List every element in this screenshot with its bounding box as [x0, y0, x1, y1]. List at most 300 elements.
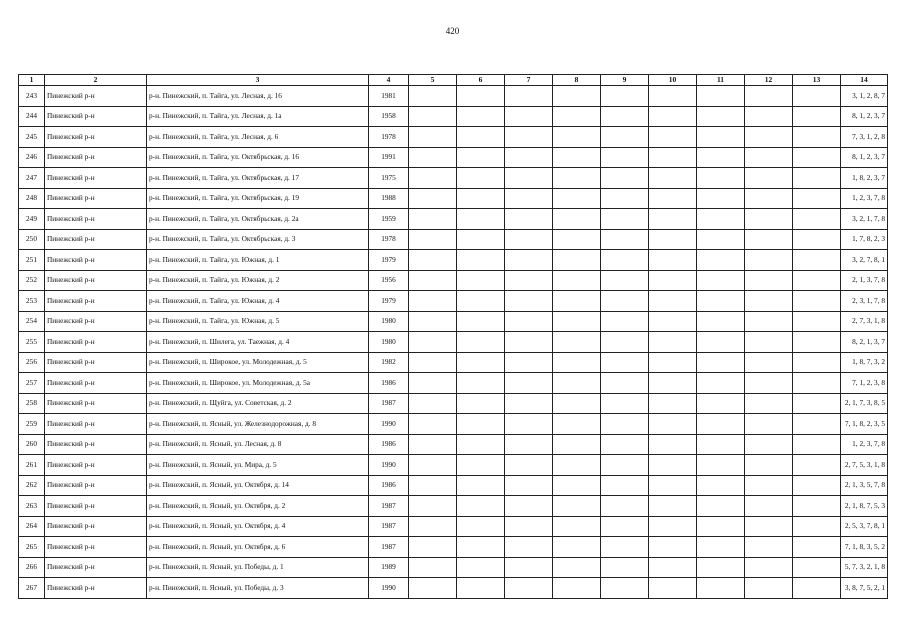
empty-cell-col-8	[553, 168, 601, 189]
district-cell: Пинежский р-н	[45, 557, 147, 578]
code-cell: 2, 1, 7, 3, 8, 5	[841, 393, 888, 414]
row-number-cell: 263	[19, 496, 45, 517]
empty-cell-col-6	[457, 229, 505, 250]
empty-cell-col-11	[697, 516, 745, 537]
empty-cell-col-9	[601, 127, 649, 148]
empty-cell-col-5	[409, 168, 457, 189]
empty-cell-col-7	[505, 352, 553, 373]
empty-cell-col-9	[601, 434, 649, 455]
empty-cell-col-6	[457, 209, 505, 230]
empty-cell-col-12	[745, 332, 793, 353]
empty-cell-col-7	[505, 188, 553, 209]
district-cell: Пинежский р-н	[45, 537, 147, 558]
empty-cell-col-8	[553, 516, 601, 537]
row-number-cell: 264	[19, 516, 45, 537]
empty-cell-col-5	[409, 147, 457, 168]
empty-cell-col-5	[409, 270, 457, 291]
empty-cell-col-5	[409, 373, 457, 394]
year-cell: 1987	[369, 393, 409, 414]
empty-cell-col-10	[649, 188, 697, 209]
district-cell: Пинежский р-н	[45, 414, 147, 435]
table-row	[19, 168, 888, 189]
empty-cell-col-13	[793, 291, 841, 312]
row-number-cell: 250	[19, 229, 45, 250]
empty-cell-col-12	[745, 373, 793, 394]
empty-cell-col-5	[409, 537, 457, 558]
table-row	[19, 373, 888, 394]
year-cell: 1979	[369, 250, 409, 271]
empty-cell-col-7	[505, 578, 553, 599]
empty-cell-col-9	[601, 209, 649, 230]
empty-cell-col-12	[745, 393, 793, 414]
row-number-cell: 253	[19, 291, 45, 312]
empty-cell-col-6	[457, 188, 505, 209]
empty-cell-col-11	[697, 373, 745, 394]
empty-cell-col-9	[601, 578, 649, 599]
empty-cell-col-10	[649, 455, 697, 476]
empty-cell-col-8	[553, 270, 601, 291]
district-cell: Пинежский р-н	[45, 434, 147, 455]
address-cell: р-н. Пинежский, п. Тайга, ул. Лесная, д. 6	[147, 127, 369, 148]
empty-cell-col-11	[697, 291, 745, 312]
header-row	[19, 75, 888, 86]
empty-cell-col-13	[793, 147, 841, 168]
empty-cell-col-6	[457, 455, 505, 476]
empty-cell-col-13	[793, 557, 841, 578]
empty-cell-col-12	[745, 86, 793, 107]
column-header-10: 10	[649, 75, 697, 86]
empty-cell-col-9	[601, 147, 649, 168]
row-number-cell: 261	[19, 455, 45, 476]
address-cell: р-н. Пинежский, п. Тайга, ул. Октябрьская, д. 3	[147, 229, 369, 250]
empty-cell-col-11	[697, 106, 745, 127]
empty-cell-col-13	[793, 434, 841, 455]
table-row	[19, 270, 888, 291]
empty-cell-col-12	[745, 455, 793, 476]
district-cell: Пинежский р-н	[45, 352, 147, 373]
code-cell: 1, 2, 3, 7, 8	[841, 188, 888, 209]
empty-cell-col-6	[457, 537, 505, 558]
year-cell: 1980	[369, 311, 409, 332]
year-cell: 1958	[369, 106, 409, 127]
code-cell: 3, 2, 1, 7, 8	[841, 209, 888, 230]
year-cell: 1986	[369, 475, 409, 496]
row-number-cell: 246	[19, 147, 45, 168]
empty-cell-col-8	[553, 537, 601, 558]
empty-cell-col-7	[505, 127, 553, 148]
empty-cell-col-7	[505, 455, 553, 476]
empty-cell-col-11	[697, 496, 745, 517]
column-header-7: 7	[505, 75, 553, 86]
address-cell: р-н. Пинежский, п. Ясный, ул. Октября, д. 14	[147, 475, 369, 496]
empty-cell-col-9	[601, 311, 649, 332]
column-header-13: 13	[793, 75, 841, 86]
empty-cell-col-5	[409, 106, 457, 127]
row-number-cell: 247	[19, 168, 45, 189]
empty-cell-col-13	[793, 106, 841, 127]
address-cell: р-н. Пинежский, п. Щуйга, ул. Советская, д. 2	[147, 393, 369, 414]
empty-cell-col-10	[649, 496, 697, 517]
empty-cell-col-9	[601, 86, 649, 107]
district-cell: Пинежский р-н	[45, 496, 147, 517]
empty-cell-col-5	[409, 578, 457, 599]
empty-cell-col-9	[601, 332, 649, 353]
row-number-cell: 252	[19, 270, 45, 291]
empty-cell-col-12	[745, 188, 793, 209]
year-cell: 1990	[369, 578, 409, 599]
empty-cell-col-11	[697, 311, 745, 332]
empty-cell-col-9	[601, 250, 649, 271]
year-cell: 1990	[369, 455, 409, 476]
empty-cell-col-10	[649, 168, 697, 189]
empty-cell-col-8	[553, 86, 601, 107]
year-cell: 1959	[369, 209, 409, 230]
empty-cell-col-12	[745, 578, 793, 599]
empty-cell-col-12	[745, 414, 793, 435]
empty-cell-col-8	[553, 332, 601, 353]
empty-cell-col-11	[697, 250, 745, 271]
table-row	[19, 229, 888, 250]
district-cell: Пинежский р-н	[45, 393, 147, 414]
empty-cell-col-10	[649, 106, 697, 127]
empty-cell-col-6	[457, 106, 505, 127]
housing-table	[18, 74, 888, 599]
empty-cell-col-10	[649, 414, 697, 435]
empty-cell-col-7	[505, 393, 553, 414]
empty-cell-col-7	[505, 270, 553, 291]
table-row	[19, 127, 888, 148]
address-cell: р-н. Пинежский, п. Тайга, ул. Октябрьская, д. 19	[147, 188, 369, 209]
empty-cell-col-8	[553, 393, 601, 414]
district-cell: Пинежский р-н	[45, 147, 147, 168]
empty-cell-col-5	[409, 475, 457, 496]
empty-cell-col-10	[649, 86, 697, 107]
address-cell: р-н. Пинежский, п. Шилега, ул. Таежная, д. 4	[147, 332, 369, 353]
empty-cell-col-11	[697, 209, 745, 230]
district-cell: Пинежский р-н	[45, 127, 147, 148]
empty-cell-col-5	[409, 229, 457, 250]
year-cell: 1956	[369, 270, 409, 291]
empty-cell-col-10	[649, 229, 697, 250]
district-cell: Пинежский р-н	[45, 270, 147, 291]
empty-cell-col-6	[457, 168, 505, 189]
empty-cell-col-7	[505, 373, 553, 394]
row-number-cell: 267	[19, 578, 45, 599]
empty-cell-col-11	[697, 332, 745, 353]
empty-cell-col-12	[745, 250, 793, 271]
empty-cell-col-9	[601, 168, 649, 189]
address-cell: р-н. Пинежский, п. Тайга, ул. Южная, д. 4	[147, 291, 369, 312]
address-cell: р-н. Пинежский, п. Тайга, ул. Октябрьская, д. 2а	[147, 209, 369, 230]
address-cell: р-н. Пинежский, п. Тайга, ул. Южная, д. 1	[147, 250, 369, 271]
empty-cell-col-9	[601, 229, 649, 250]
empty-cell-col-13	[793, 537, 841, 558]
empty-cell-col-10	[649, 373, 697, 394]
empty-cell-col-9	[601, 291, 649, 312]
empty-cell-col-6	[457, 250, 505, 271]
empty-cell-col-12	[745, 229, 793, 250]
row-number-cell: 255	[19, 332, 45, 353]
empty-cell-col-13	[793, 373, 841, 394]
empty-cell-col-13	[793, 229, 841, 250]
empty-cell-col-11	[697, 188, 745, 209]
empty-cell-col-6	[457, 311, 505, 332]
column-header-11: 11	[697, 75, 745, 86]
table-row	[19, 86, 888, 107]
empty-cell-col-12	[745, 127, 793, 148]
table-row	[19, 352, 888, 373]
empty-cell-col-13	[793, 475, 841, 496]
empty-cell-col-6	[457, 270, 505, 291]
table-row	[19, 311, 888, 332]
row-number-cell: 249	[19, 209, 45, 230]
empty-cell-col-8	[553, 311, 601, 332]
empty-cell-col-11	[697, 168, 745, 189]
year-cell: 1986	[369, 373, 409, 394]
empty-cell-col-5	[409, 434, 457, 455]
empty-cell-col-5	[409, 209, 457, 230]
empty-cell-col-6	[457, 393, 505, 414]
empty-cell-col-7	[505, 496, 553, 517]
empty-cell-col-13	[793, 352, 841, 373]
empty-cell-col-7	[505, 475, 553, 496]
column-header-9: 9	[601, 75, 649, 86]
empty-cell-col-11	[697, 393, 745, 414]
row-number-cell: 259	[19, 414, 45, 435]
year-cell: 1981	[369, 86, 409, 107]
empty-cell-col-8	[553, 147, 601, 168]
code-cell: 7, 1, 8, 2, 3, 5	[841, 414, 888, 435]
table-row	[19, 291, 888, 312]
empty-cell-col-10	[649, 434, 697, 455]
district-cell: Пинежский р-н	[45, 516, 147, 537]
empty-cell-col-12	[745, 311, 793, 332]
empty-cell-col-10	[649, 311, 697, 332]
page-number: 420	[445, 26, 460, 36]
empty-cell-col-5	[409, 352, 457, 373]
district-cell: Пинежский р-н	[45, 311, 147, 332]
empty-cell-col-12	[745, 434, 793, 455]
empty-cell-col-8	[553, 229, 601, 250]
empty-cell-col-11	[697, 578, 745, 599]
empty-cell-col-12	[745, 557, 793, 578]
empty-cell-col-7	[505, 168, 553, 189]
row-number-cell: 243	[19, 86, 45, 107]
empty-cell-col-7	[505, 147, 553, 168]
empty-cell-col-7	[505, 311, 553, 332]
district-cell: Пинежский р-н	[45, 373, 147, 394]
empty-cell-col-13	[793, 496, 841, 517]
column-header-2: 2	[45, 75, 147, 86]
empty-cell-col-7	[505, 516, 553, 537]
empty-cell-col-10	[649, 209, 697, 230]
year-cell: 1988	[369, 188, 409, 209]
year-cell: 1978	[369, 229, 409, 250]
empty-cell-col-13	[793, 270, 841, 291]
district-cell: Пинежский р-н	[45, 332, 147, 353]
code-cell: 5, 7, 3, 2, 1, 8	[841, 557, 888, 578]
code-cell: 7, 1, 2, 3, 8	[841, 373, 888, 394]
empty-cell-col-10	[649, 250, 697, 271]
row-number-cell: 251	[19, 250, 45, 271]
row-number-cell: 244	[19, 106, 45, 127]
table-row	[19, 434, 888, 455]
empty-cell-col-8	[553, 414, 601, 435]
empty-cell-col-12	[745, 209, 793, 230]
empty-cell-col-5	[409, 86, 457, 107]
column-header-4: 4	[369, 75, 409, 86]
column-header-5: 5	[409, 75, 457, 86]
empty-cell-col-10	[649, 270, 697, 291]
empty-cell-col-13	[793, 86, 841, 107]
empty-cell-col-8	[553, 434, 601, 455]
empty-cell-col-6	[457, 475, 505, 496]
year-cell: 1990	[369, 414, 409, 435]
column-header-12: 12	[745, 75, 793, 86]
row-number-cell: 256	[19, 352, 45, 373]
district-cell: Пинежский р-н	[45, 250, 147, 271]
table-row	[19, 106, 888, 127]
empty-cell-col-9	[601, 557, 649, 578]
empty-cell-col-6	[457, 434, 505, 455]
column-header-3: 3	[147, 75, 369, 86]
empty-cell-col-9	[601, 188, 649, 209]
empty-cell-col-10	[649, 516, 697, 537]
code-cell: 3, 2, 7, 8, 1	[841, 250, 888, 271]
code-cell: 3, 8, 7, 5, 2, 1	[841, 578, 888, 599]
code-cell: 2, 1, 8, 7, 5, 3	[841, 496, 888, 517]
table-row	[19, 516, 888, 537]
address-cell: р-н. Пинежский, п. Тайга, ул. Южная, д. 2	[147, 270, 369, 291]
row-number-cell: 266	[19, 557, 45, 578]
empty-cell-col-13	[793, 168, 841, 189]
code-cell: 2, 3, 1, 7, 8	[841, 291, 888, 312]
code-cell: 2, 1, 3, 5, 7, 8	[841, 475, 888, 496]
empty-cell-col-7	[505, 332, 553, 353]
code-cell: 1, 2, 3, 7, 8	[841, 434, 888, 455]
empty-cell-col-9	[601, 106, 649, 127]
address-cell: р-н. Пинежский, п. Тайга, ул. Южная, д. 5	[147, 311, 369, 332]
empty-cell-col-9	[601, 516, 649, 537]
empty-cell-col-13	[793, 209, 841, 230]
empty-cell-col-13	[793, 414, 841, 435]
empty-cell-col-6	[457, 414, 505, 435]
empty-cell-col-10	[649, 127, 697, 148]
empty-cell-col-12	[745, 106, 793, 127]
empty-cell-col-7	[505, 557, 553, 578]
empty-cell-col-12	[745, 168, 793, 189]
address-cell: р-н. Пинежский, п. Тайга, ул. Лесная, д. 16	[147, 86, 369, 107]
empty-cell-col-11	[697, 455, 745, 476]
district-cell: Пинежский р-н	[45, 209, 147, 230]
empty-cell-col-6	[457, 127, 505, 148]
district-cell: Пинежский р-н	[45, 168, 147, 189]
empty-cell-col-12	[745, 475, 793, 496]
empty-cell-col-5	[409, 496, 457, 517]
empty-cell-col-11	[697, 147, 745, 168]
table-row	[19, 393, 888, 414]
empty-cell-col-5	[409, 291, 457, 312]
code-cell: 1, 8, 2, 3, 7	[841, 168, 888, 189]
empty-cell-col-10	[649, 291, 697, 312]
table-row	[19, 557, 888, 578]
empty-cell-col-6	[457, 557, 505, 578]
empty-cell-col-10	[649, 147, 697, 168]
empty-cell-col-11	[697, 434, 745, 455]
empty-cell-col-8	[553, 557, 601, 578]
empty-cell-col-13	[793, 127, 841, 148]
code-cell: 7, 1, 8, 3, 5, 2	[841, 537, 888, 558]
empty-cell-col-11	[697, 86, 745, 107]
empty-cell-col-13	[793, 578, 841, 599]
empty-cell-col-6	[457, 578, 505, 599]
empty-cell-col-10	[649, 537, 697, 558]
empty-cell-col-13	[793, 250, 841, 271]
empty-cell-col-8	[553, 475, 601, 496]
district-cell: Пинежский р-н	[45, 86, 147, 107]
empty-cell-col-8	[553, 188, 601, 209]
year-cell: 1991	[369, 147, 409, 168]
code-cell: 3, 1, 2, 8, 7	[841, 86, 888, 107]
address-cell: р-н. Пинежский, п. Тайга, ул. Октябрьская, д. 17	[147, 168, 369, 189]
address-cell: р-н. Пинежский, п. Ясный, ул. Железнодорожная, д. 8	[147, 414, 369, 435]
year-cell: 1986	[369, 434, 409, 455]
empty-cell-col-8	[553, 127, 601, 148]
address-cell: р-н. Пинежский, п. Ясный, ул. Мира, д. 5	[147, 455, 369, 476]
year-cell: 1982	[369, 352, 409, 373]
row-number-cell: 248	[19, 188, 45, 209]
code-cell: 2, 1, 3, 7, 8	[841, 270, 888, 291]
empty-cell-col-5	[409, 250, 457, 271]
table-row	[19, 188, 888, 209]
empty-cell-col-6	[457, 496, 505, 517]
empty-cell-col-5	[409, 455, 457, 476]
empty-cell-col-9	[601, 373, 649, 394]
empty-cell-col-6	[457, 86, 505, 107]
empty-cell-col-8	[553, 250, 601, 271]
code-cell: 2, 5, 3, 7, 8, 1	[841, 516, 888, 537]
empty-cell-col-5	[409, 393, 457, 414]
empty-cell-col-6	[457, 332, 505, 353]
empty-cell-col-11	[697, 229, 745, 250]
empty-cell-col-9	[601, 414, 649, 435]
empty-cell-col-9	[601, 496, 649, 517]
year-cell: 1980	[369, 332, 409, 353]
empty-cell-col-5	[409, 332, 457, 353]
district-cell: Пинежский р-н	[45, 455, 147, 476]
table-row	[19, 537, 888, 558]
district-cell: Пинежский р-н	[45, 291, 147, 312]
year-cell: 1975	[369, 168, 409, 189]
empty-cell-col-6	[457, 147, 505, 168]
empty-cell-col-6	[457, 352, 505, 373]
empty-cell-col-6	[457, 291, 505, 312]
column-header-14: 14	[841, 75, 888, 86]
empty-cell-col-12	[745, 516, 793, 537]
empty-cell-col-11	[697, 352, 745, 373]
empty-cell-col-6	[457, 516, 505, 537]
code-cell: 2, 7, 5, 3, 1, 8	[841, 455, 888, 476]
address-cell: р-н. Пинежский, п. Ясный, ул. Октября, д. 4	[147, 516, 369, 537]
empty-cell-col-7	[505, 250, 553, 271]
empty-cell-col-9	[601, 537, 649, 558]
empty-cell-col-13	[793, 311, 841, 332]
address-cell: р-н. Пинежский, п. Ясный, ул. Октября, д. 6	[147, 537, 369, 558]
empty-cell-col-13	[793, 393, 841, 414]
empty-cell-col-12	[745, 291, 793, 312]
empty-cell-col-8	[553, 291, 601, 312]
row-number-cell: 265	[19, 537, 45, 558]
